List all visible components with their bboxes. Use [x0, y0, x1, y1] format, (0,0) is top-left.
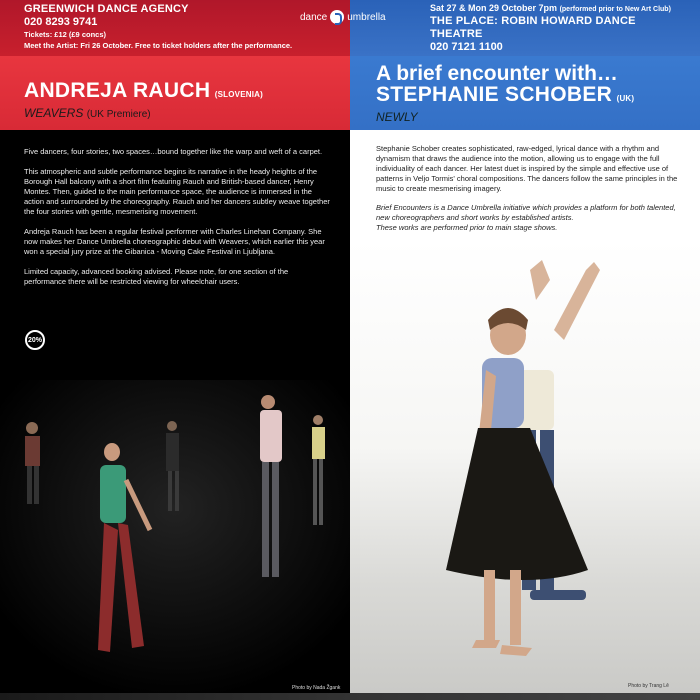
paragraph: This atmospheric and subtle performance begins its narrative in the heady heights of the Borough Hall balcony with a short film featuring Rauch and British-based dancer, Henry Montes. Then, guided to the main performance space, the audience is immersed in the action and surrounded by the choreography. Rauch and her dancers subtley weave together the four stories with gentle, mesmerising movement.: [24, 167, 330, 216]
performance-dates: [430, 3, 676, 15]
venue-name: GREENWICH DANCE AGENCY: [24, 3, 189, 15]
work-title: [24, 106, 326, 120]
intro-line: A brief encounter with…: [376, 62, 618, 85]
photo-credit: Photo by Trang Lê: [628, 683, 669, 689]
brief-encounters-note: [376, 203, 682, 233]
description-rauch: [24, 147, 330, 297]
dancers-illustration: [0, 380, 350, 700]
venue-meet-artist: Meet the Artist: Fri 26 October. Free to ticket holders after the performance.: [24, 41, 293, 50]
venue-tickets: Tickets: £12 (£9 concs): [24, 30, 106, 39]
date-main: Sat 27 & Mon 29 October 7pm: [430, 3, 558, 13]
artist-header-rauch: [0, 56, 350, 130]
artist-header-schober: [350, 56, 700, 130]
discount-badge: 20%: [25, 330, 45, 350]
date-note: (performed prior to New Art Club): [559, 6, 671, 13]
right-column: [350, 0, 700, 700]
dancers-photo: [0, 380, 350, 700]
logo-word-umbrella: umbrella: [347, 11, 386, 23]
logo-word-dance: dance: [300, 11, 328, 23]
work-name: WEAVERS: [24, 106, 84, 120]
umbrella-icon: [330, 10, 344, 24]
work-name: NEWLY: [376, 110, 418, 124]
paragraph: Five dancers, four stories, two spaces…bound together like the warp and weft of a carpet.: [24, 147, 323, 156]
duet-photo: [350, 240, 700, 700]
photo-credit: Photo by Nada Žgank: [292, 685, 341, 691]
artist-country: (UK): [616, 94, 635, 103]
artist-name: ANDREJA RAUCH: [24, 79, 211, 102]
duet-illustration: [350, 240, 700, 700]
artist-country: (SLOVENIA): [214, 90, 263, 99]
paragraph: Stephanie Schober creates sophisticated, raw-edged, lyrical dance with a rhythm and dynamism that draws the audience into the motion, allowing us to engage with the full individuality of each dancer. Her latest duet is inspired by the simple and effective use of patterns in Veljo Tormis' choral compositions. The dancers follow the same principles in the music to create mesmerising imagery.: [376, 144, 678, 193]
paragraph: Andreja Rauch has been a regular festival performer with Charles Linehan Company. She now makes her Dance Umbrella choreographic debut with Weavers, which earlier this year won a special jury prize at the Gibanica - Moving Cake Festival in Ljubljana.: [24, 227, 325, 256]
description-schober: [376, 144, 682, 242]
premiere-label: (UK Premiere): [86, 109, 151, 120]
note-line: Brief Encounters is a Dance Umbrella initiative which provides a platform for both talented, new choreographers and short works by established artists.: [376, 203, 676, 222]
venue-phone: 020 8293 9741: [24, 16, 98, 28]
venue-name: THE PLACE: ROBIN HOWARD DANCE THEATRE: [430, 15, 636, 40]
venue-phone: 020 7121 1100: [430, 41, 503, 53]
paragraph: Limited capacity, advanced booking advised. Please note, for one section of the performance there will be restricted viewing for wheelchair users.: [24, 267, 289, 286]
dance-umbrella-logo: [300, 6, 410, 28]
note-line: These works are performed prior to main stage shows.: [376, 223, 558, 232]
venue-info-greenwich: [0, 0, 350, 56]
artist-name: STEPHANIE SCHOBER: [376, 83, 613, 106]
bottom-edge-strip: [0, 693, 700, 700]
